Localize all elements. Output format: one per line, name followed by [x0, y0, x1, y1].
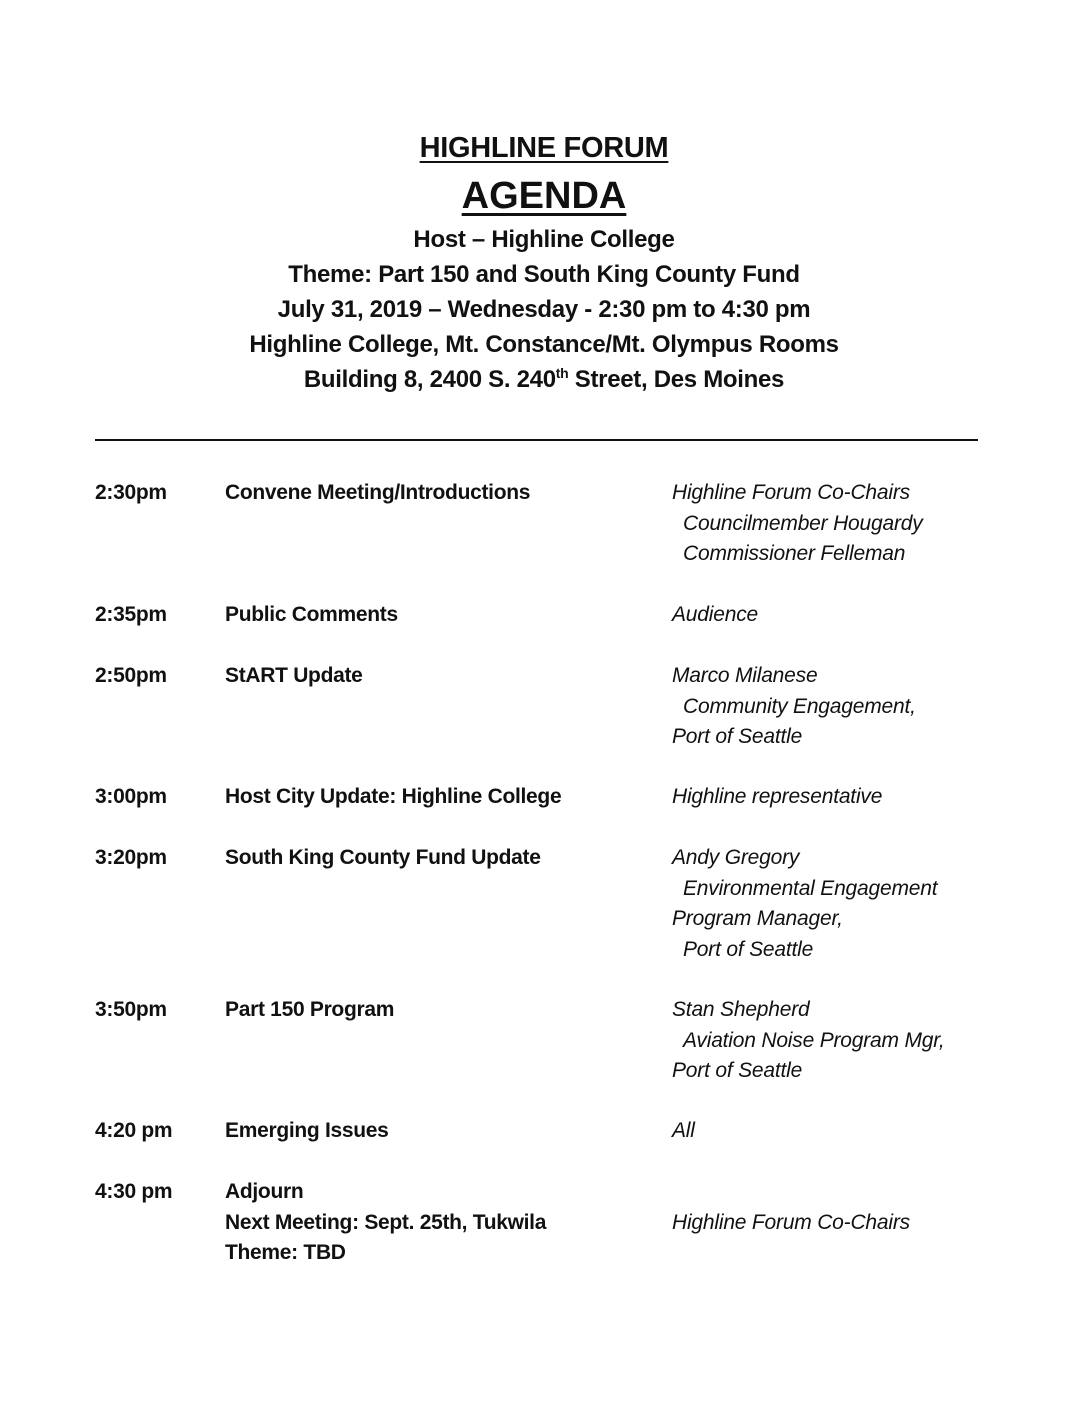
agenda-time: 2:35pm [95, 603, 167, 626]
divider-rule [95, 439, 978, 441]
agenda-presenter [672, 478, 923, 570]
agenda-item-line: Convene Meeting/Introductions [225, 481, 531, 504]
presenter-line: Audience [672, 603, 758, 626]
agenda-presenter [672, 1116, 695, 1147]
agenda-time: 3:50pm [95, 998, 167, 1021]
presenter-line: Program Manager, [672, 907, 843, 930]
agenda-item-line: Emerging Issues [225, 1119, 389, 1142]
presenter-line: Marco Milanese [672, 664, 818, 687]
date-time-line: July 31, 2019 – Wednesday - 2:30 pm to 4:30 pm [277, 296, 811, 323]
agenda-presenter [672, 600, 758, 631]
presenter-line: Councilmember Hougardy [683, 511, 923, 535]
agenda-item-line: Public Comments [225, 603, 398, 626]
agenda-time: 2:30pm [95, 481, 167, 504]
agenda-item-line: South King County Fund Update [225, 846, 541, 869]
agenda-time: 2:50pm [95, 664, 167, 687]
agenda-item-line: Next Meeting: Sept. 25th, Tukwila [225, 1210, 547, 1234]
agenda-presenter [672, 782, 882, 813]
presenter-line [672, 1177, 910, 1208]
presenter-line: Environmental Engagement [683, 876, 938, 900]
presenter-line: Commissioner Felleman [683, 542, 906, 565]
agenda-item-line: Part 150 Program [225, 998, 395, 1021]
agenda-time: 3:20pm [95, 846, 167, 869]
presenter-line: Port of Seattle [683, 937, 814, 961]
agenda-item [225, 995, 394, 1026]
address-suffix: Street, Des Moines [568, 366, 785, 393]
host-line: Host – Highline College [413, 226, 675, 253]
forum-title: HIGHLINE FORUM [419, 132, 669, 164]
agenda-item [225, 1177, 546, 1269]
presenter-line: Andy Gregory [672, 846, 800, 869]
agenda-presenter [672, 661, 916, 753]
agenda-item [225, 782, 561, 813]
agenda-item-line: Theme: TBD [225, 1241, 346, 1264]
agenda-item [225, 478, 530, 509]
presenter-line: Community Engagement, [683, 694, 916, 718]
address-superscript: th [555, 365, 569, 381]
address-line [0, 366, 1088, 394]
agenda-time: 4:30 pm [95, 1180, 173, 1203]
presenter-line: Port of Seattle [672, 1059, 803, 1082]
presenter-line: Highline Forum Co-Chairs [672, 1210, 910, 1234]
venue-line: Highline College, Mt. Constance/Mt. Olympus Rooms [249, 331, 839, 358]
presenter-line: Highline Forum Co-Chairs [672, 481, 910, 504]
address-prefix: Building 8, 2400 S. 240 [303, 366, 556, 393]
presenter-line: All [672, 1119, 695, 1142]
agenda-time: 3:00pm [95, 785, 167, 808]
agenda-item-line: Host City Update: Highline College [225, 785, 562, 808]
agenda-presenter [672, 1177, 910, 1238]
agenda-item [225, 1116, 389, 1147]
agenda-item [225, 843, 541, 874]
presenter-line: Highline representative [672, 785, 883, 808]
agenda-item-line: Adjourn [225, 1180, 304, 1203]
agenda-time: 4:20 pm [95, 1119, 173, 1142]
agenda-presenter [672, 995, 945, 1087]
agenda-item-line: StART Update [225, 664, 363, 687]
agenda-item [225, 600, 398, 631]
agenda-item [225, 661, 363, 692]
presenter-line: Aviation Noise Program Mgr, [683, 1028, 945, 1052]
theme-line: Theme: Part 150 and South King County Fund [288, 261, 800, 288]
agenda-title: AGENDA [461, 175, 627, 217]
presenter-line: Port of Seattle [672, 725, 803, 748]
presenter-line: Stan Shepherd [672, 998, 810, 1021]
agenda-presenter [672, 843, 937, 965]
